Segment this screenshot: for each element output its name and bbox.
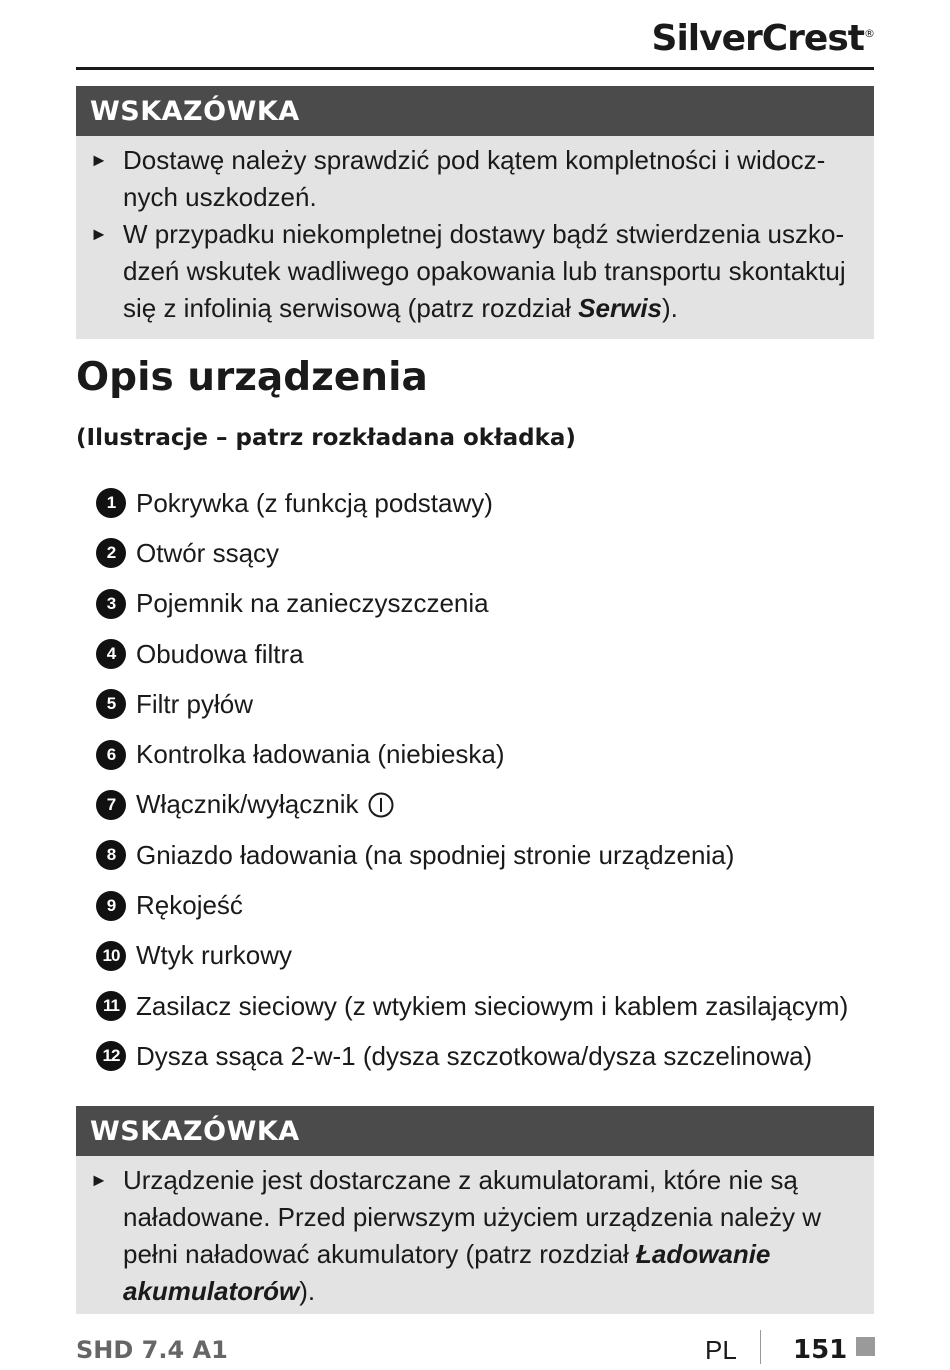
footer-model-number: SHD 7.4 A1 — [76, 1336, 228, 1364]
part-item — [96, 931, 848, 981]
part-item — [96, 1031, 848, 1081]
note-item-tail: ). — [662, 293, 678, 323]
part-item — [96, 780, 848, 830]
part-label: Gniazdo ładowania (na spodniej stronie urządzenia) — [136, 839, 735, 870]
part-label: Pokrywka (z funkcją podstawy) — [136, 487, 493, 518]
note-box-delivery — [76, 86, 874, 339]
note-item — [90, 216, 862, 327]
part-item — [96, 679, 848, 729]
part-number-badge: 6 — [96, 740, 126, 770]
part-label: Obudowa filtra — [136, 638, 304, 669]
part-item — [96, 830, 848, 880]
part-item — [96, 981, 848, 1031]
brand-logo-text: SilverCrest — [651, 18, 864, 59]
footer-square-marker — [856, 1337, 875, 1356]
note-heading: WSKAZÓWKA — [76, 86, 874, 136]
footer-divider — [760, 1330, 761, 1364]
part-number-badge: 9 — [96, 891, 126, 921]
part-item — [96, 528, 848, 578]
part-item — [96, 579, 848, 629]
triangle-right-icon: ► — [90, 224, 108, 244]
part-number-badge: 12 — [96, 1041, 126, 1071]
part-number-badge: 11 — [96, 991, 126, 1021]
triangle-right-icon: ► — [90, 150, 108, 170]
part-label: Otwór ssący — [136, 537, 280, 568]
section-subtitle: (Ilustracje – patrz rozkładana okładka) — [76, 425, 576, 451]
registered-mark: ® — [864, 27, 874, 40]
part-label: Włącznik/wyłącznik — [136, 789, 359, 820]
part-label: Pojemnik na zanieczyszczenia — [136, 588, 489, 619]
part-number-badge: 10 — [96, 941, 126, 971]
note-item-text: W przypadku niekompletnej dostawy bądź stwierdzenia uszko-dzeń wskutek wadliwego opakowania lub transportu skontaktuj się z infolinią serwisową (patrz rozdział — [123, 219, 846, 323]
chapter-reference: Serwis — [578, 293, 662, 323]
note-item — [90, 1162, 862, 1310]
part-label: Wtyk rurkowy — [136, 940, 292, 971]
part-item — [96, 478, 848, 528]
section-title: Opis urządzenia — [76, 355, 428, 400]
part-number-badge: 3 — [96, 589, 126, 619]
part-number-badge: 8 — [96, 840, 126, 870]
part-label: Filtr pyłów — [136, 688, 254, 719]
part-number-badge: 2 — [96, 538, 126, 568]
parts-list — [96, 478, 848, 1082]
note-item-text: Urządzenie jest dostarczane z akumulatorami, które nie są naładowane. Przed pierwszym użyciem urządzenia należy w pełni naładować akumulatory (patrz rozdział — [123, 1165, 821, 1269]
part-label: Kontrolka ładowania (niebieska) — [136, 739, 505, 770]
part-label: Zasilacz sieciowy (z wtykiem sieciowym i kablem zasilającym) — [136, 990, 849, 1021]
part-number-badge: 4 — [96, 639, 126, 669]
power-button-icon — [367, 791, 395, 819]
note-list — [76, 136, 874, 327]
part-number-badge: 1 — [96, 488, 126, 518]
brand-logo — [652, 18, 874, 59]
part-item — [96, 629, 848, 679]
note-list — [76, 1156, 874, 1310]
part-item — [96, 729, 848, 779]
part-number-badge: 5 — [96, 689, 126, 719]
header-rule — [76, 67, 874, 70]
part-number-badge: 7 — [96, 790, 126, 820]
note-heading: WSKAZÓWKA — [76, 1106, 874, 1156]
part-label: Dysza ssąca 2-w-1 (dysza szczotkowa/dysza szczelinowa) — [136, 1040, 813, 1071]
note-item-tail: ). — [299, 1276, 316, 1306]
chapter-reference: Ładowanie akumulatorów — [123, 1239, 771, 1306]
triangle-right-icon: ► — [90, 1170, 108, 1190]
footer-page-number: 151 — [793, 1335, 848, 1365]
part-label: Rękojeść — [136, 890, 243, 921]
note-box-batteries — [76, 1106, 874, 1314]
note-item-text: Dostawę należy sprawdzić pod kątem kompletności i widocz-nych uszkodzeń. — [123, 145, 826, 212]
part-item — [96, 880, 848, 930]
footer-language: PL — [705, 1335, 737, 1365]
note-item — [90, 142, 862, 216]
